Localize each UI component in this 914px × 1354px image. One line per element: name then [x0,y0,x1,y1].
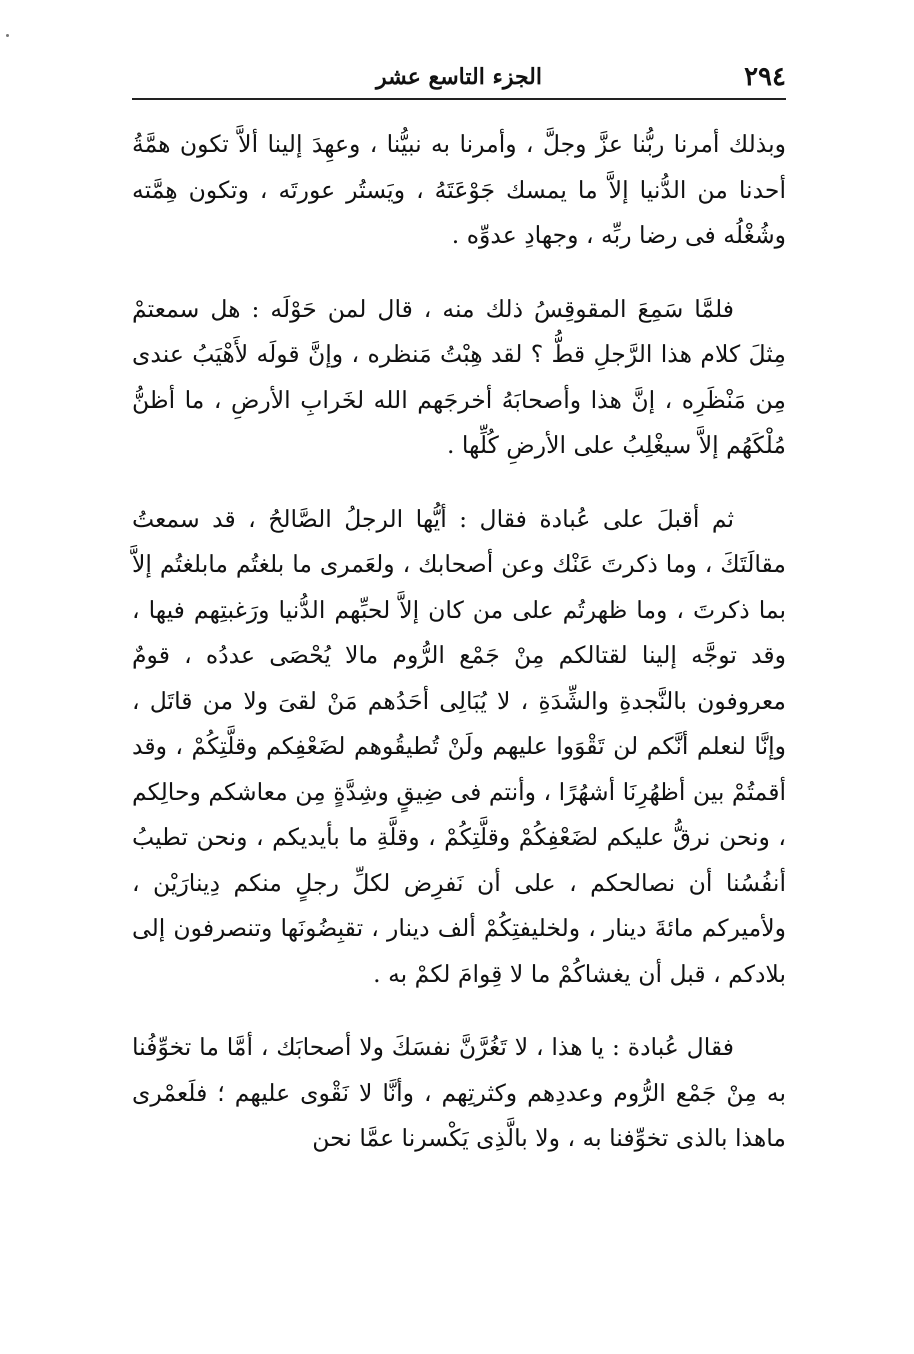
running-header [132,60,786,94]
paragraph-3: ثم أقبلَ على عُبادة فقال : أيُّها الرجلُ الصَّالحُ ، قد سمعتُ مقالَتَكَ ، وما ذكرتَ عَنْك وعن أصحابك ، ولعَمرى ما بلغتُم مابلغتُم إلاَّ بما ذكرتَ ، وما ظهرتُم على من كان إلاَّ لحبِّهم الدُّنيا ورَغبتِهم فيها ، وقد توجَّه إلينا لقتالكم مِنْ جَمْع الرُّوم مالا يُحْصَى عددُه ، قومٌ معروفون بالنَّجدةِ والشِّدَةِ ، لا يُبَالِى أحَدُهم مَنْ لقىَ ولا من قاتَل ، وإنَّا لنعلم أنَّكم لن تَقْوَوا عليهم ولَنْ تُطيقُوهم لضَعْفِكم وقلَّتِكُمْ ، وقد أقمتُمْ بين أظهُرِنَا أشهُرًا ، وأنتم فى ضِيقٍ وشِدَّةٍ مِن معاشكم وحالِكم ، ونحن نرقُّ عليكم لضَعْفِكُمْ وقلَّتِكُمْ ، وقلَّةِ ما بأيديكم ، ونحن تطيبُ أنفُسُنا أن نصالحكم ، على أن نَفرِض لكلِّ رجلٍ منكم دِينارَيْن ، ولأميركم مائةَ دينار ، ولخليفتِكُمْ ألف دينار ، تقبِضُونَها وتنصرفون إلى بلادكم ، قبل أن يغشاكُمْ ما لا قِوامَ لكمْ به . [132,504,786,988]
body-text [132,122,786,1190]
running-title: الجزء التاسع عشر [375,64,542,90]
margin-dot [6,34,9,37]
paragraph-1: وبذلك أمرنا ربُّنا عزَّ وجلَّ ، وأمرنا به نبيُّنا ، وعهِدَ إلينا ألاَّ تكون همَّةُ أحدنا من الدُّنيا إلاَّ ما يمسك جَوْعَتَهُ ، ويَستُر عورتَه ، وتكون هِمَّته وشُغْلُه فى رضا ربِّه ، وجهادِ عدوِّه . [132,130,786,249]
paragraph-4: فقال عُبادة : يا هذا ، لا تَغُرَّنَّ نفسَكَ ولا أصحابَك ، أمَّا ما تخوِّفُنا به مِنْ جَمْع الرُّوم وعددِهم وكثرتِهم ، وأنَّا لا نَقْوى عليهم ؛ فلَعمْرى ماهذا بالذى تخوِّفنا به ، ولا بالَّذِى يَكْسرنا عمَّا نحن [132,1033,786,1152]
page-number: ٢٩٤ [744,62,786,92]
paragraph-2: فلمَّا سَمِعَ المقوقِسُ ذلك منه ، قال لمن حَوْلَه : هل سمعتمْ مِثلَ كلام هذا الرَّجلِ قطُّ ؟ لقد هِبْتُ مَنظره ، وإنَّ قولَه لأَهْيَبُ عندى مِن مَنْظَرِه ، إنَّ هذا وأصحابَهُ أخرجَهم الله لخَرابِ الأرضِ ، ما أظنُّ مُلْكَهُم إلاَّ سيغْلِبُ على الأرضِ كُلِّها . [132,294,786,459]
header-rule [132,98,786,100]
